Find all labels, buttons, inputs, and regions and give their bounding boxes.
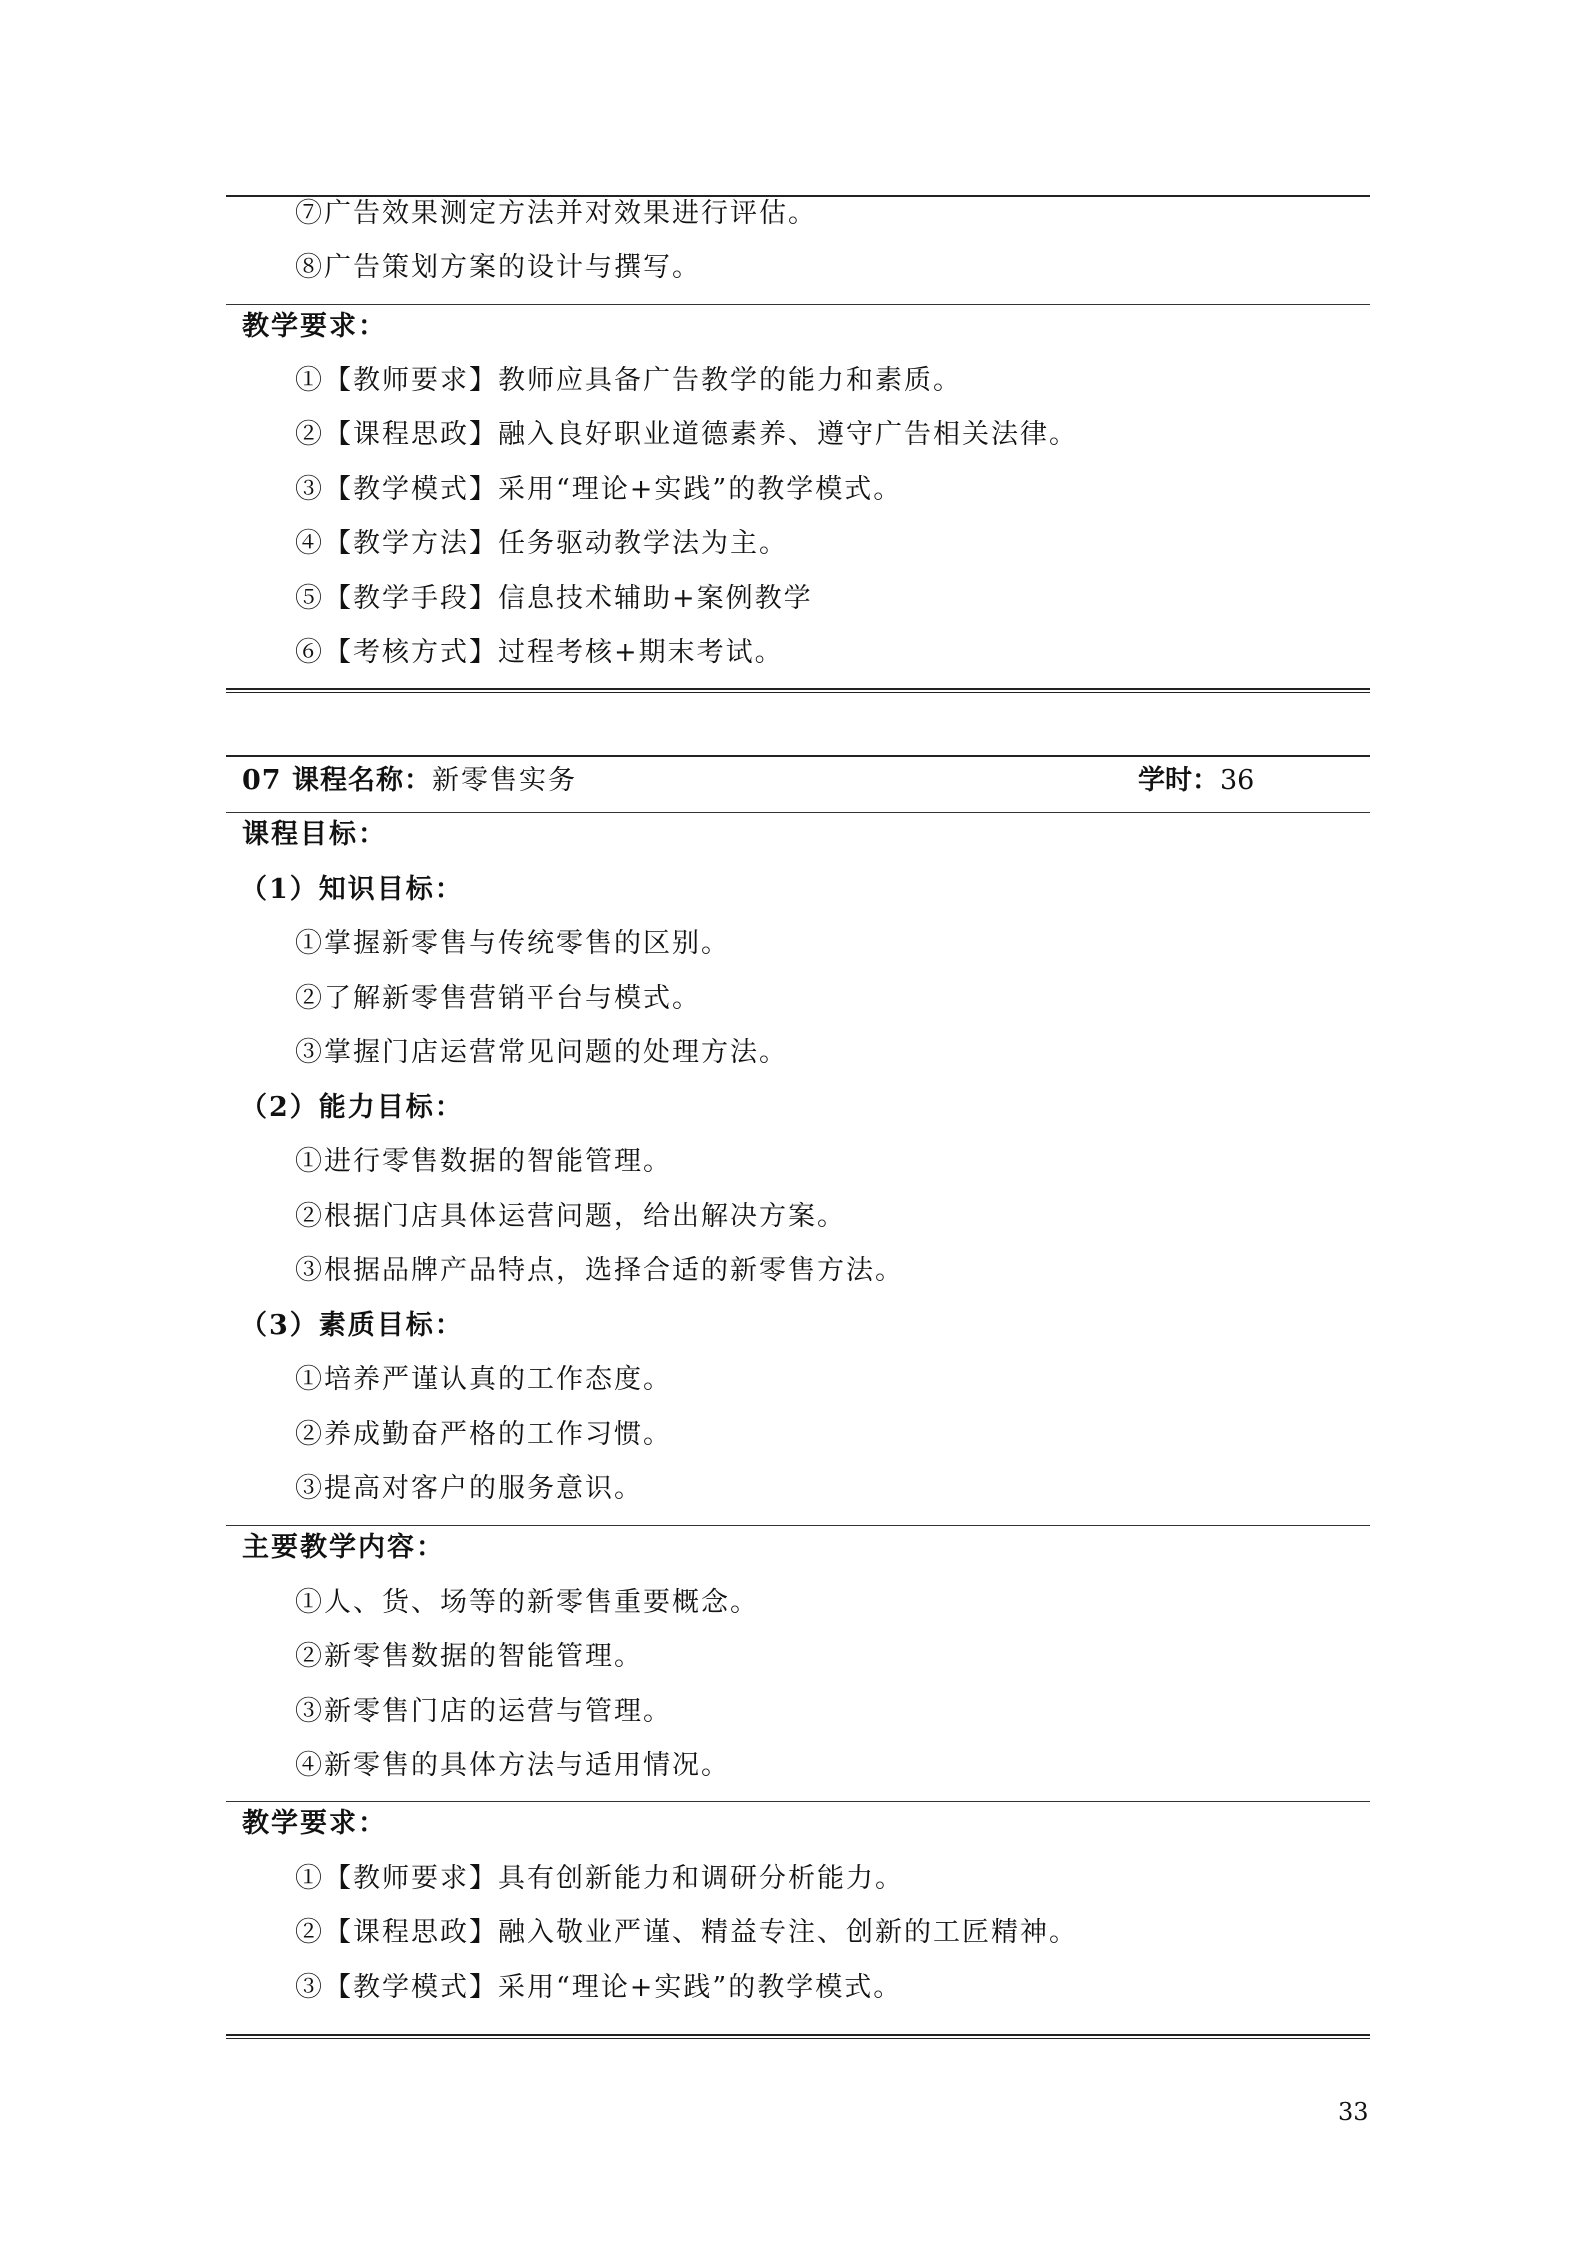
content-item: ④新零售的具体方法与适用情况。: [295, 1750, 730, 1781]
knowledge-item: ②了解新零售营销平台与模式。: [295, 983, 701, 1014]
quality-heading: （3）素质目标：: [240, 1310, 464, 1341]
requirement-item: ①【教师要求】教师应具备广告教学的能力和素质。: [295, 365, 962, 396]
knowledge-item: ③掌握门店运营常见问题的处理方法。: [295, 1037, 788, 1068]
knowledge-item: ①掌握新零售与传统零售的区别。: [295, 928, 730, 959]
content-item: ①人、货、场等的新零售重要概念。: [295, 1587, 759, 1618]
section-divider: [226, 1525, 1370, 1526]
section-divider: [226, 304, 1370, 305]
content-item: ②新零售数据的智能管理。: [295, 1641, 643, 1672]
quality-item: ①培养严谨认真的工作态度。: [295, 1364, 672, 1395]
requirement-item: ②【课程思政】融入敬业严谨、精益专注、创新的工匠精神。: [295, 1917, 1078, 1948]
quality-item: ③提高对客户的服务意识。: [295, 1473, 643, 1504]
course-title-row: [0, 760, 1587, 802]
course-name-label: 07 课程名称：: [242, 765, 432, 796]
quality-item: ②养成勤奋严格的工作习惯。: [295, 1419, 672, 1450]
goals-heading: 课程目标：: [242, 819, 387, 850]
section-divider: [226, 812, 1370, 813]
table-bottom-border: [226, 688, 1370, 693]
ability-item: ②根据门店具体运营问题，给出解决方案。: [295, 1201, 846, 1232]
content-item: ③新零售门店的运营与管理。: [295, 1696, 672, 1727]
content-item: ⑦广告效果测定方法并对效果进行评估。: [295, 198, 817, 229]
ability-item: ③根据品牌产品特点，选择合适的新零售方法。: [295, 1255, 904, 1286]
requirement-item: ①【教师要求】具有创新能力和调研分析能力。: [295, 1863, 904, 1894]
requirements-heading: 教学要求：: [242, 311, 387, 342]
requirement-item: ③【教学模式】采用“理论+实践”的教学模式。: [295, 474, 903, 505]
requirements-heading: 教学要求：: [242, 1808, 387, 1839]
ability-heading: （2）能力目标：: [240, 1092, 464, 1123]
section-divider: [226, 1801, 1370, 1802]
requirement-item: ③【教学模式】采用“理论+实践”的教学模式。: [295, 1972, 903, 2003]
requirement-item: ⑥【考核方式】过程考核+期末考试。: [295, 637, 784, 668]
knowledge-heading: （1）知识目标：: [240, 874, 464, 905]
requirement-item: ④【教学方法】任务驱动教学法为主。: [295, 528, 788, 559]
content-heading: 主要教学内容：: [242, 1532, 445, 1563]
requirement-item: ⑤【教学手段】信息技术辅助+案例教学: [295, 583, 813, 614]
hours-value: 36: [1220, 765, 1255, 796]
page-number: 33: [1338, 2098, 1369, 2126]
content-item: ⑧广告策划方案的设计与撰写。: [295, 252, 701, 283]
ability-item: ①进行零售数据的智能管理。: [295, 1146, 672, 1177]
course-name: 新零售实务: [432, 765, 577, 796]
table-top-border: [226, 755, 1370, 757]
table-bottom-border: [226, 2034, 1370, 2039]
hours-label: 学时：: [1138, 765, 1219, 796]
requirement-item: ②【课程思政】融入良好职业道德素养、遵守广告相关法律。: [295, 419, 1078, 450]
